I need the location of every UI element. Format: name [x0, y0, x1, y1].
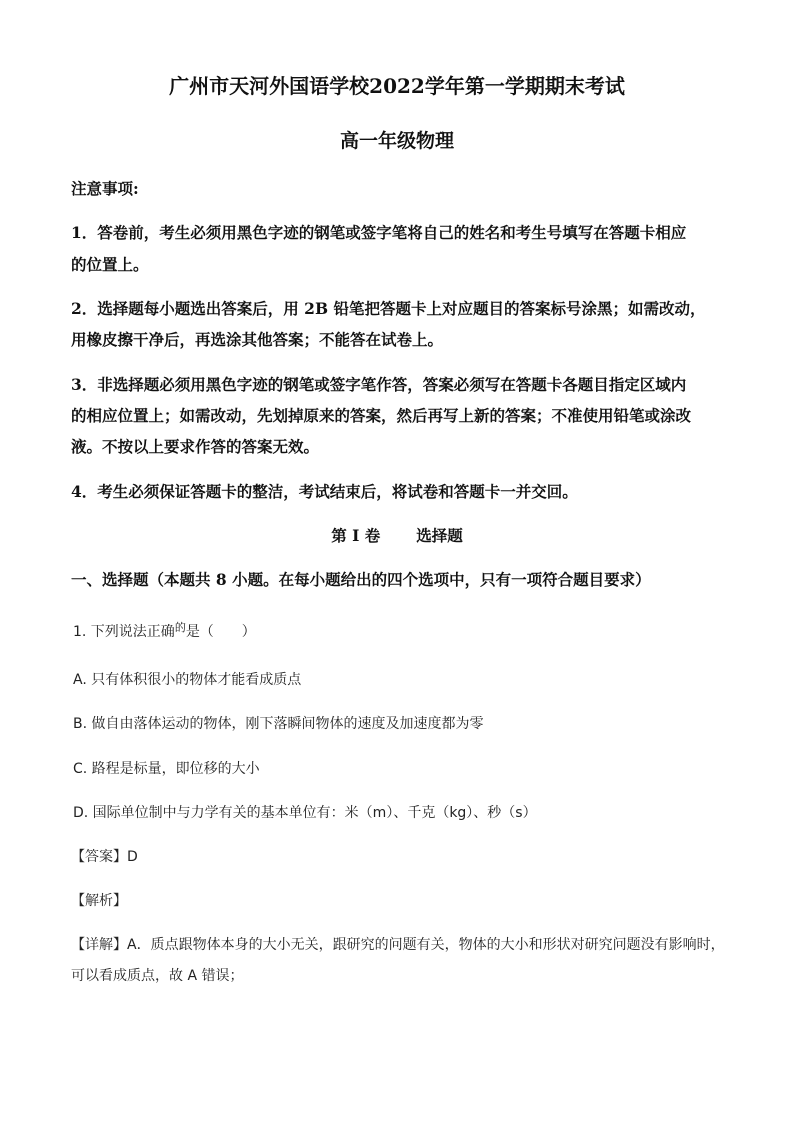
question-1-stem-sup: 的 [174, 621, 186, 634]
volume-number: 第 I 卷 [331, 526, 381, 545]
question-1-option-a: A. 只有体积很小的物体才能看成质点 [73, 672, 302, 688]
volume-label [0, 524, 794, 546]
answer-label: 【答案】 [71, 849, 127, 865]
exam-subtitle: 高一年级物理 [339, 130, 454, 152]
question-1-stem-before: 1. 下列说法正确 [73, 624, 175, 640]
notice-item-3-line-1: 3．非选择题必须用黑色字迹的钢笔或签字笔作答，答案必须写在答题卡各题目指定区域内 [71, 375, 687, 394]
analysis-label: 【解析】 [71, 893, 127, 909]
exam-title: 广州市天河外国语学校2022学年第一学期期末考试 [169, 74, 625, 98]
notice-item-2-line-1: 2．选择题每小题选出答案后，用 2B 铅笔把答题卡上对应题目的答案标号涂黑；如需改动， [71, 299, 706, 318]
detail-label: 【详解】 [71, 937, 127, 953]
question-1-option-d: D. 国际单位制中与力学有关的基本单位有：米（m）、千克（kg）、秒（s） [73, 805, 537, 821]
answer-line [71, 846, 138, 866]
question-1-stem-after: 是（ ） [185, 624, 256, 640]
part-heading: 一、选择题（本题共 8 小题。在每小题给出的四个选项中，只有一项符合题目要求） [71, 570, 651, 589]
detail-text-1: A．质点跟物体本身的大小无关，跟研究的问题有关，物体的大小和形状对研究问题没有影响时， [127, 937, 725, 953]
notice-item-4-line-1: 4．考生必须保证答题卡的整洁，考试结束后，将试卷和答题卡一并交回。 [71, 482, 578, 501]
detail-line-2: 可以看成质点，故 A 错误； [71, 968, 244, 984]
notice-heading: 注意事项: [71, 179, 139, 198]
question-1-stem [73, 621, 256, 641]
notice-item-2-line-2: 用橡皮擦干净后，再选涂其他答案；不能答在试卷上。 [71, 330, 444, 349]
notice-item-3-line-2: 的相应位置上；如需改动，先划掉原来的答案，然后再写上新的答案；不准使用铅笔或涂改 [71, 406, 692, 425]
question-1-option-b: B. 做自由落体运动的物体，刚下落瞬间物体的速度及加速度都为零 [73, 716, 484, 732]
notice-item-1-line-1: 1．答卷前，考生必须用黑色字迹的钢笔或签字笔将自己的姓名和考生号填写在答题卡相应 [71, 223, 687, 242]
detail-line-1 [71, 934, 725, 954]
volume-name: 选择题 [416, 526, 463, 545]
question-1-option-c: C. 路程是标量，即位移的大小 [73, 761, 260, 777]
notice-item-3-line-3: 液。不按以上要求作答的答案无效。 [71, 437, 320, 456]
answer-value: D [127, 849, 138, 865]
notice-item-1-line-2: 的位置上。 [71, 255, 149, 274]
